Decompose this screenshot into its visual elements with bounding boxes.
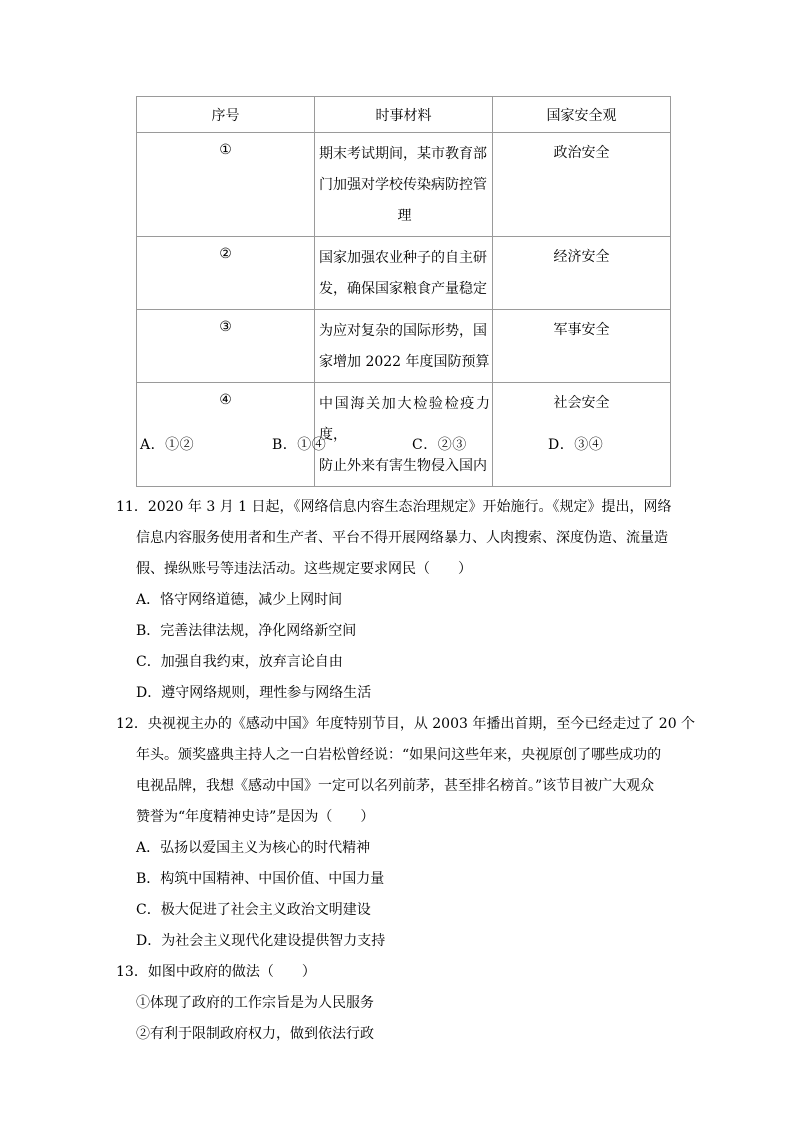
row-security-view: 政治安全 [493,133,671,237]
header-security-view: 国家安全观 [493,97,671,133]
header-material: 时事材料 [315,97,493,133]
material-line: 发，确保国家粮食产量稳定 [319,281,487,297]
option-b[interactable]: B．①④ [272,437,327,453]
material-line: 中国海关加大检验检疫力度， [319,396,490,443]
q11-stem-line: 信息内容服务使用者和生产者、平台不得开展网络暴力、人肉搜索、深度伪造、流量造 [136,530,668,546]
material-line: 理 [397,208,412,224]
row-material [315,310,493,383]
row-number: ① [137,133,315,237]
table-row [137,133,671,237]
q12-stem-line: 赞誉为“年度精神史诗”是因为（ ） [136,809,375,825]
row-security-view: 经济安全 [493,237,671,310]
material-line: 门加强对学校传染病防控管 [319,177,487,193]
q11-option-d[interactable]: D．遵守网络规则，理性参与网络生活 [136,685,372,701]
row-number: ③ [137,310,315,383]
row-number: ② [137,237,315,310]
q12-stem-line: 电视品牌，我想《感动中国》一定可以名列前茅，甚至排名榜首。”该节目被广大观众 [136,778,655,794]
q13-item: ②有利于限制政府权力，做到依法行政 [136,1026,374,1042]
row-material [315,237,493,310]
q12-option-b[interactable]: B．构筑中国精神、中国价值、中国力量 [136,871,385,887]
option-d[interactable]: D．③④ [548,437,604,453]
q11-stem-line: 假、操纵账号等违法活动。这些规定要求网民（ ） [136,561,472,577]
q11-option-c[interactable]: C．加强自我约束，放弃言论自由 [136,654,343,670]
q11-stem-line: 11．2020 年 3 月 1 日起，《网络信息内容生态治理规定》开始施行。《规定》提出，网络 [116,499,672,515]
material-line: 期末考试期间，某市教育部 [319,146,487,162]
option-a[interactable]: A．①② [140,437,195,453]
security-concept-table [136,96,671,487]
material-line: 国家加强农业种子的自主研 [319,250,487,266]
row-security-view: 军事安全 [493,310,671,383]
material-line: 为应对复杂的国际形势，国 [319,323,487,339]
table-row [137,310,671,383]
q11-option-a[interactable]: A．恪守网络道德，减少上网时间 [136,592,343,608]
header-number: 序号 [137,97,315,133]
q12-stem-line: 12．央视视主办的《感动中国》年度特别节目，从 2003 年播出首期，至今已经走过了 20 个 [116,716,696,732]
row-material [315,133,493,237]
q12-option-a[interactable]: A．弘扬以爱国主义为核心的时代精神 [136,840,371,856]
q12-option-c[interactable]: C．极大促进了社会主义政治文明建设 [136,902,371,918]
table-header-row [137,97,671,133]
row-number: ④ [137,383,315,487]
table-row [137,237,671,310]
q13-stem-line: 13．如图中政府的做法（ ） [116,964,316,980]
q11-option-b[interactable]: B．完善法律法规，净化网络新空间 [136,623,357,639]
option-c[interactable]: C．②③ [412,437,467,453]
q13-item: ①体现了政府的工作宗旨是为人民服务 [136,995,374,1011]
q12-stem-line: 年头。颁奖盛典主持人之一白岩松曾经说：“如果问这些年来，央视原创了哪些成功的 [136,747,662,763]
q10-options [136,434,696,458]
q12-option-d[interactable]: D．为社会主义现代化建设提供智力支持 [136,933,386,949]
material-line: 家增加 2022 年度国防预算 [319,354,490,370]
material-line: 防止外来有害生物侵入国内 [319,458,487,474]
row-security-view: 社会安全 [493,383,671,487]
